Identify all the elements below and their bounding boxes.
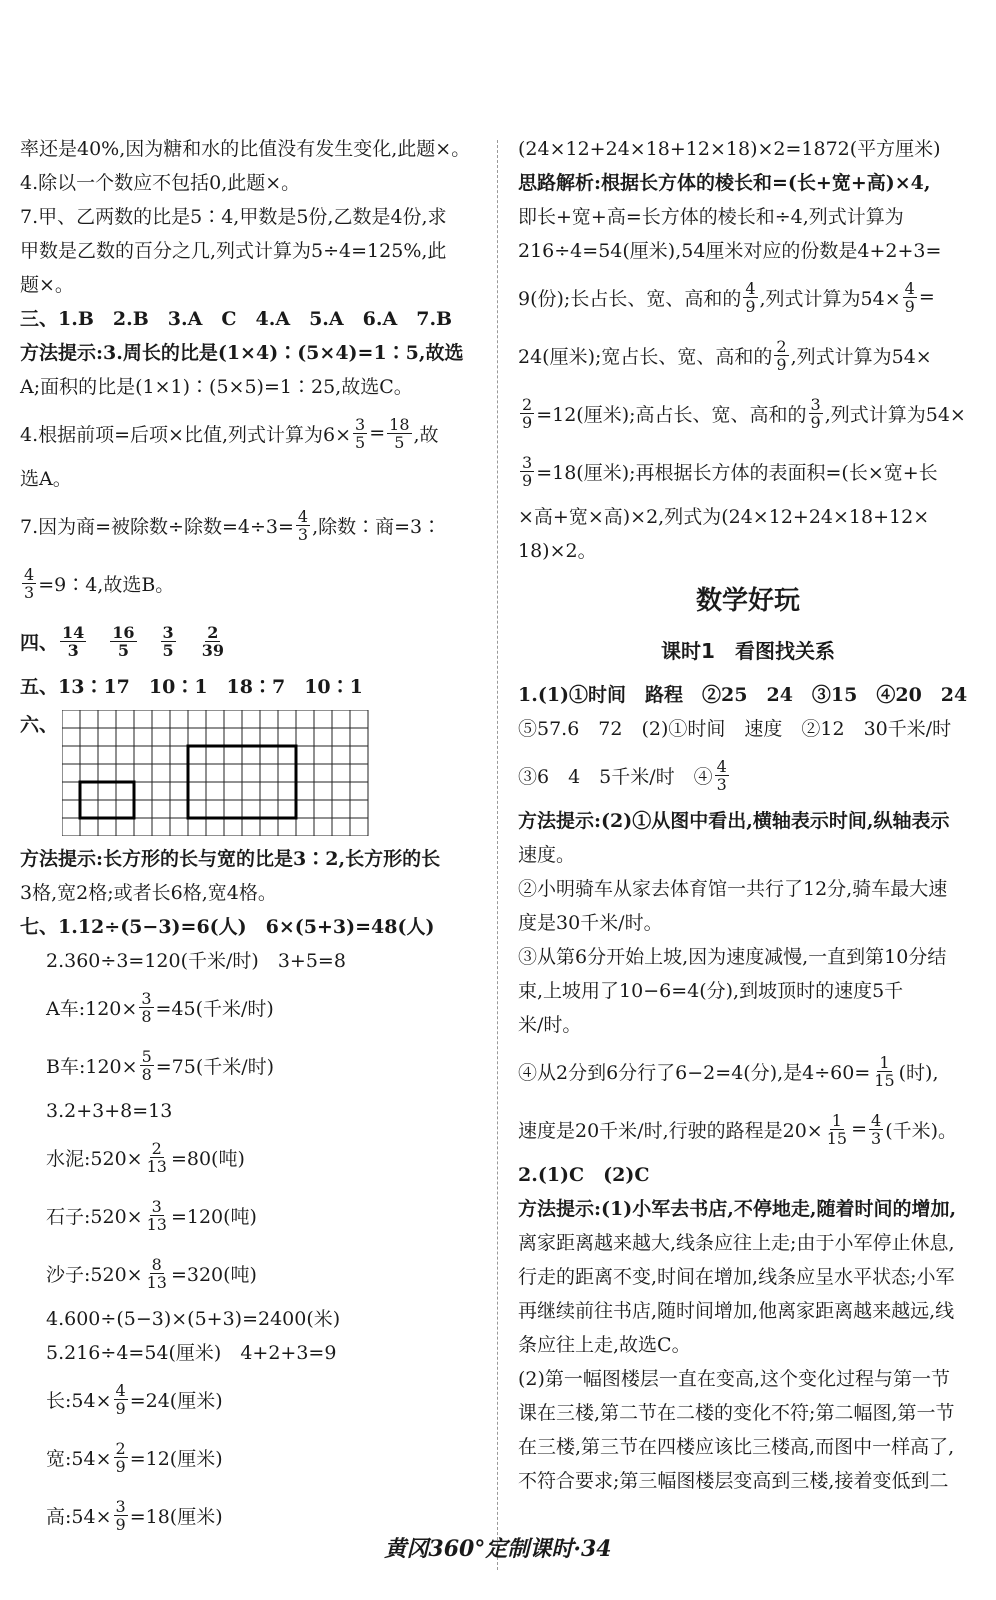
text: =18(厘米);再根据长方体的表面积=(长×宽+长 <box>536 461 938 484</box>
text: 速度是20千米/时,行驶的路程是20× <box>518 1119 823 1142</box>
text-line: 米/时。 <box>518 1014 582 1036</box>
text-line <box>518 1192 978 1226</box>
fraction <box>903 280 917 315</box>
denominator: 5 <box>355 432 366 452</box>
text: 7.因为商=被除数÷除数=4÷3= <box>20 515 294 538</box>
text: =45(千米/时) <box>155 997 274 1020</box>
text-line: 3.2+3+8=13 <box>46 1100 173 1122</box>
fraction <box>140 1048 154 1083</box>
denominator: 3 <box>871 1128 882 1148</box>
section-three-answers: 三、1.B 2.B 3.A C 4.A 5.A 6.A 7.B <box>20 308 453 330</box>
text-line: 在三楼,第三节在四楼应该比三楼高,而图中一样高了, <box>518 1436 955 1458</box>
fraction-line <box>20 1370 486 1428</box>
text: = <box>851 1118 867 1140</box>
text: =12(厘米);高占长、宽、高和的 <box>536 403 807 426</box>
text-line: ②小明骑车从家去体育馆一共行了12分,骑车最大速 <box>518 878 948 900</box>
denominator: 9 <box>745 296 756 316</box>
fraction <box>296 508 310 543</box>
section-six <box>20 710 486 836</box>
denominator: 9 <box>810 412 821 432</box>
section-title: 数学好玩 <box>695 586 800 616</box>
fraction <box>825 1112 849 1147</box>
text: =9∶4,故选B。 <box>38 573 175 596</box>
text-line: 束,上坡用了10−6=4(分),到坡顶时的速度5千 <box>518 980 904 1002</box>
q2-answers: 2.(1)C (2)C <box>518 1164 650 1186</box>
grid-drawing <box>62 710 372 836</box>
denominator: 3 <box>716 774 727 794</box>
fraction-line <box>518 1042 978 1100</box>
denominator: 13 <box>146 1272 167 1292</box>
text: A车:120× <box>46 997 138 1020</box>
right-column <box>518 132 978 1498</box>
denominator: 9 <box>115 1514 126 1534</box>
fraction-line <box>518 326 978 384</box>
fraction-line <box>20 404 486 462</box>
denominator: 3 <box>67 640 79 660</box>
fraction-line <box>518 442 978 500</box>
column-divider <box>497 140 498 1570</box>
method-hint: 方法提示:长方形的长与宽的比是3∶2,长方形的长 <box>20 848 441 870</box>
method-hint: 方法提示:3.周长的比是(1×4)∶(5×4)=1∶5,故选 <box>20 342 464 364</box>
fraction-line: 9(份);长占长、宽、高和的 $\frac{4}{9}$ ,列式计算为54× $\frac{4}{9}$ = <box>518 278 935 316</box>
text-line: (24×12+24×18+12×18)×2=1872(平方厘米) <box>518 138 941 160</box>
numerator: 2 <box>522 394 533 414</box>
denominator: 9 <box>522 412 533 432</box>
fraction-line <box>20 496 486 554</box>
text: (千米)。 <box>885 1119 958 1142</box>
denominator: 5 <box>162 640 174 660</box>
q1-answers: 1.(1)①时间 路程 ②25 24 ③15 ④20 24 <box>518 684 968 706</box>
denominator: 3 <box>24 582 35 602</box>
numerator: 4 <box>297 506 309 526</box>
text-line: (2)第一幅图楼层一直在变高,这个变化过程与第一节 <box>518 1368 950 1390</box>
text-line: A;面积的比是(1×1)∶(5×5)=1∶25,故选C。 <box>20 376 413 398</box>
text-line: 行走的距离不变,时间在增加,线条应呈水平状态;小军 <box>518 1266 955 1288</box>
numerator: 2 <box>776 336 787 356</box>
fraction <box>353 416 367 451</box>
text-line: 度是30千米/时。 <box>518 912 663 934</box>
text-line: 即长+宽+高=长方体的棱长和÷4,列式计算为 <box>518 206 904 228</box>
numerator: 18 <box>389 414 410 434</box>
numerator: 3 <box>115 1496 126 1516</box>
text-line: ③从第6分开始上坡,因为速度减慢,一直到第10分结 <box>518 946 947 968</box>
denominator: 9 <box>522 470 533 490</box>
numerator: 4 <box>871 1110 882 1130</box>
numerator: 4 <box>745 278 756 298</box>
analysis-hint: 思路解析:根据长方体的棱长和=(长+宽+高)×4, <box>518 172 931 194</box>
text-line: 速度。 <box>518 844 576 866</box>
numerator: 3 <box>355 414 366 434</box>
text-line: 选A。 <box>20 468 72 490</box>
text: 4.根据前项=后项×比值,列式计算为6× <box>20 423 352 446</box>
fraction <box>715 758 729 793</box>
lesson-title: 课时1 看图找关系 <box>661 639 835 663</box>
denominator: 3 <box>297 524 309 544</box>
text: ,列式计算为54× <box>790 345 932 368</box>
fraction <box>774 338 788 373</box>
denominator: 5 <box>117 640 129 660</box>
text: =12(厘米) <box>129 1447 223 1470</box>
denominator: 9 <box>115 1456 126 1476</box>
fraction-line <box>20 1128 486 1186</box>
denominator: 8 <box>141 1064 152 1084</box>
numerator: 4 <box>904 278 915 298</box>
numerator: 16 <box>112 622 135 642</box>
section-seven-q1: 七、1.12÷(5−3)=6(人) 6×(5+3)=48(人) <box>20 916 435 938</box>
text-line: 题×。 <box>20 274 74 296</box>
numerator: 1 <box>879 1052 890 1072</box>
text-line: 3格,宽2格;或者长6格,宽4格。 <box>20 882 277 904</box>
denominator: 9 <box>776 354 787 374</box>
text-line <box>20 336 486 370</box>
text-line: 18)×2。 <box>518 540 597 562</box>
numerator: 4 <box>24 564 35 584</box>
text: = <box>369 422 386 444</box>
fraction <box>145 1140 169 1175</box>
text-line <box>518 166 978 200</box>
text: ④从2分到6分行了6−2=4(分),是4÷60= <box>518 1061 871 1084</box>
section-four-answers <box>20 612 486 670</box>
text-line: 再继续前往书店,随时间增加,他离家距离越来越远,线 <box>518 1300 955 1322</box>
text: ,除数∶商=3∶ <box>312 515 442 538</box>
page-footer: 黄冈360°定制课时·34 <box>384 1536 612 1562</box>
numerator: 4 <box>115 1380 126 1400</box>
left-column <box>20 132 486 1544</box>
denominator: 13 <box>146 1156 167 1176</box>
fraction <box>520 454 534 489</box>
text: =120(吨) <box>170 1205 257 1228</box>
numerator: 5 <box>141 1046 152 1066</box>
text: 高:54× <box>46 1505 112 1528</box>
section-five-answers: 五、13∶17 10∶1 18∶7 10∶1 <box>20 676 363 698</box>
fraction <box>809 396 823 431</box>
numerator: 3 <box>522 452 533 472</box>
text-line: 不符合要求;第三幅图楼层变高到三楼,接着变低到二 <box>518 1470 949 1492</box>
text: 沙子:520× <box>46 1263 143 1286</box>
fraction-line <box>518 746 978 804</box>
text-line <box>20 842 486 876</box>
fraction <box>114 1440 128 1475</box>
numerator: 1 <box>831 1110 842 1130</box>
fraction-line <box>20 978 486 1036</box>
text: 宽:54× <box>46 1447 112 1470</box>
denominator: 9 <box>115 1398 126 1418</box>
numerator: 3 <box>162 622 174 642</box>
method-hint: 方法提示:(2)①从图中看出,横轴表示时间,纵轴表示 <box>518 810 950 832</box>
numerator: 2 <box>207 622 219 642</box>
fraction <box>161 624 176 659</box>
text: 四、 <box>20 631 59 654</box>
fraction-line <box>20 554 486 612</box>
text-line: 7.甲、乙两数的比是5∶4,甲数是5份,乙数是4份,求 <box>20 206 447 228</box>
text-line: 离家距离越来越大,线条应往上走;由于小军停止休息, <box>518 1232 955 1254</box>
denominator: 8 <box>141 1006 152 1026</box>
fraction-line <box>20 1036 486 1094</box>
fraction <box>114 1498 128 1533</box>
text-line <box>518 804 978 838</box>
fraction-line <box>20 1244 486 1302</box>
text: 水泥:520× <box>46 1147 143 1170</box>
denominator: 5 <box>394 432 405 452</box>
numerator: 3 <box>151 1196 162 1216</box>
text-line: ⑤57.6 72 (2)①时间 速度 ②12 30千米/时 <box>518 718 952 740</box>
text: 9(份);长占长、宽、高和的 <box>518 287 742 310</box>
denominator: 15 <box>826 1128 848 1148</box>
fraction <box>145 1256 169 1291</box>
fraction <box>200 624 226 659</box>
text: =24(厘米) <box>129 1389 223 1412</box>
method-hint: 方法提示:(1)小军去书店,不停地走,随着时间的增加, <box>518 1198 957 1220</box>
text-line: 条应往上走,故选C。 <box>518 1334 691 1356</box>
text-line: 甲数是乙数的百分之几,列式计算为5÷4=125%,此 <box>20 240 447 262</box>
text-line: 4.600÷(5−3)×(5+3)=2400(米) <box>46 1308 341 1330</box>
denominator: 15 <box>874 1070 895 1090</box>
text-line: ×高+宽×高)×2,列式为(24×12+24×18+12× <box>518 506 930 528</box>
fraction <box>869 1112 883 1147</box>
text-line: 216÷4=54(厘米),54厘米对应的份数是4+2+3= <box>518 240 942 262</box>
text: B车:120× <box>46 1055 138 1078</box>
denominator: 39 <box>201 640 224 660</box>
text: =75(千米/时) <box>155 1055 275 1078</box>
text: ,列式计算为54× <box>759 287 901 310</box>
text: ③6 4 5千米/时 ④ <box>518 765 713 788</box>
text: ,列式计算为54× <box>824 403 966 426</box>
text: (时), <box>898 1061 939 1084</box>
text: 石子:520× <box>46 1205 143 1228</box>
text-line: 5.216÷4=54(厘米) 4+2+3=9 <box>46 1342 337 1364</box>
numerator: 8 <box>151 1254 162 1274</box>
numerator: 14 <box>62 622 85 642</box>
numerator: 3 <box>810 394 821 414</box>
fraction-line <box>20 1428 486 1486</box>
text: 长:54× <box>46 1389 112 1412</box>
text: =18(厘米) <box>129 1505 223 1528</box>
fraction-line <box>518 1100 978 1158</box>
numerator: 2 <box>151 1138 162 1158</box>
section-six-label: 六、 <box>20 714 59 736</box>
fraction <box>114 1382 128 1417</box>
text: ,故 <box>413 423 439 446</box>
fraction <box>520 396 534 431</box>
text: =80(吨) <box>170 1147 245 1170</box>
numerator: 4 <box>716 756 727 776</box>
text: =320(吨) <box>170 1263 257 1286</box>
text-line: 2.360÷3=120(千米/时) 3+5=8 <box>46 950 346 972</box>
text-line: 4.除以一个数应不包括0,此题×。 <box>20 172 301 194</box>
fraction <box>60 624 86 659</box>
fraction <box>139 990 153 1025</box>
fraction <box>743 280 757 315</box>
text: 24(厘米);宽占长、宽、高和的 <box>518 345 773 368</box>
fraction <box>145 1198 169 1233</box>
denominator: 13 <box>146 1214 167 1234</box>
text-line: 率还是40%,因为糖和水的比值没有发生变化,此题×。 <box>20 138 471 160</box>
text-line: 课在三楼,第二节在二楼的变化不符;第二幅图,第一节 <box>518 1402 955 1424</box>
fraction <box>387 416 411 451</box>
denominator: 9 <box>904 296 915 316</box>
fraction-line <box>518 384 978 442</box>
numerator: 3 <box>141 988 152 1008</box>
numerator: 2 <box>115 1438 126 1458</box>
fraction <box>872 1054 896 1089</box>
fraction <box>22 566 36 601</box>
fraction-line <box>20 1186 486 1244</box>
fraction <box>110 624 136 659</box>
